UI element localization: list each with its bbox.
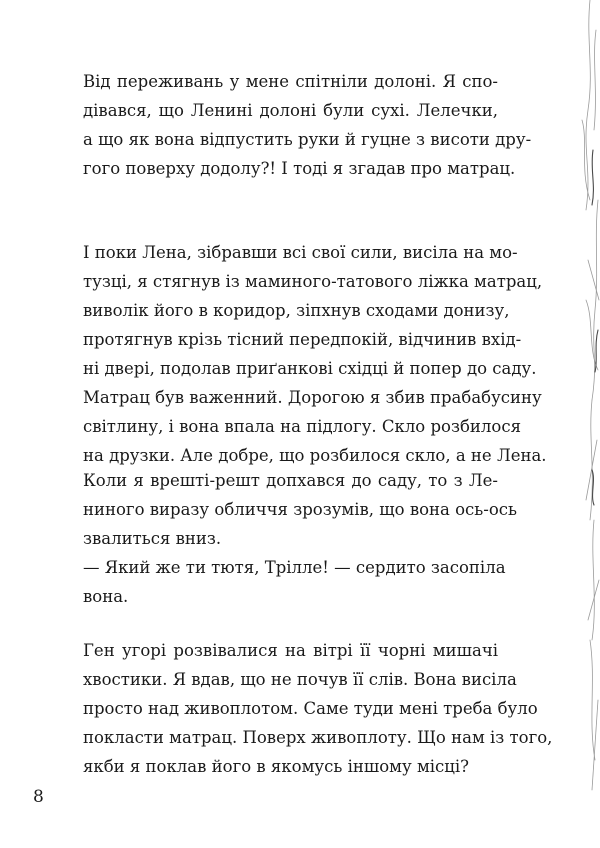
page-number: 8 xyxy=(33,787,44,807)
text-line: Коли я врешті-решт допхався до саду, то з Ле- xyxy=(83,471,498,490)
text-line: хвостики. Я вдав, що не почув її слів. Вона висіла xyxy=(83,670,517,689)
paragraph-3 xyxy=(83,466,518,611)
text-line: звалиться вниз. xyxy=(83,529,222,548)
text-line: ниного виразу обличчя зрозумів, що вона ось-ось xyxy=(83,500,518,519)
pencil-illustration-edge xyxy=(568,0,600,848)
text-line: гого поверху додолу?! І тоді я згадав про матрац. xyxy=(83,159,516,178)
text-line: І поки Лена, зібравши всі свої сили, висіла на мо- xyxy=(83,243,518,262)
text-line: на друзки. Але добре, що розбилося скло, а не Лена. xyxy=(83,446,547,465)
text-line: просто над живоплотом. Саме туди мені треба було xyxy=(83,699,538,718)
text-line: дівався, що Ленині долоні були сухі. Лелечки, xyxy=(83,101,498,120)
paragraph-1 xyxy=(83,67,532,183)
text-line: Ген угорі розвівалися на вітрі її чорні мишачі xyxy=(83,641,498,660)
text-line: Матрац був важенний. Дорогою я збив прабабусину xyxy=(83,388,542,407)
paragraph-4 xyxy=(83,636,553,781)
dialogue-line: вона. xyxy=(83,587,129,606)
text-line: покласти матрац. Поверх живоплоту. Що нам із того, xyxy=(83,728,553,747)
text-line: Від переживань у мене спітніли долоні. Я спо- xyxy=(83,72,498,91)
text-line: світлину, і вона впала на підлогу. Скло розбилося xyxy=(83,417,521,436)
text-line: а що як вона відпустить руки й гуцне з висоти дру- xyxy=(83,130,532,149)
text-line: виволік його в коридор, зіпхнув сходами донизу, xyxy=(83,301,510,320)
text-line: ні двері, подолав приґанкові східці й попер до саду. xyxy=(83,359,537,378)
text-line: якби я поклав його в якомусь іншому місці? xyxy=(83,757,470,776)
dialogue-line: — Який же ти тютя, Трілле! — сердито засопіла xyxy=(83,558,506,577)
text-line: тузці, я стягнув із маминого-татового ліжка матрац, xyxy=(83,272,543,291)
paragraph-2 xyxy=(83,238,547,470)
text-line: протягнув крізь тісний передпокій, відчинив вхід- xyxy=(83,330,522,349)
